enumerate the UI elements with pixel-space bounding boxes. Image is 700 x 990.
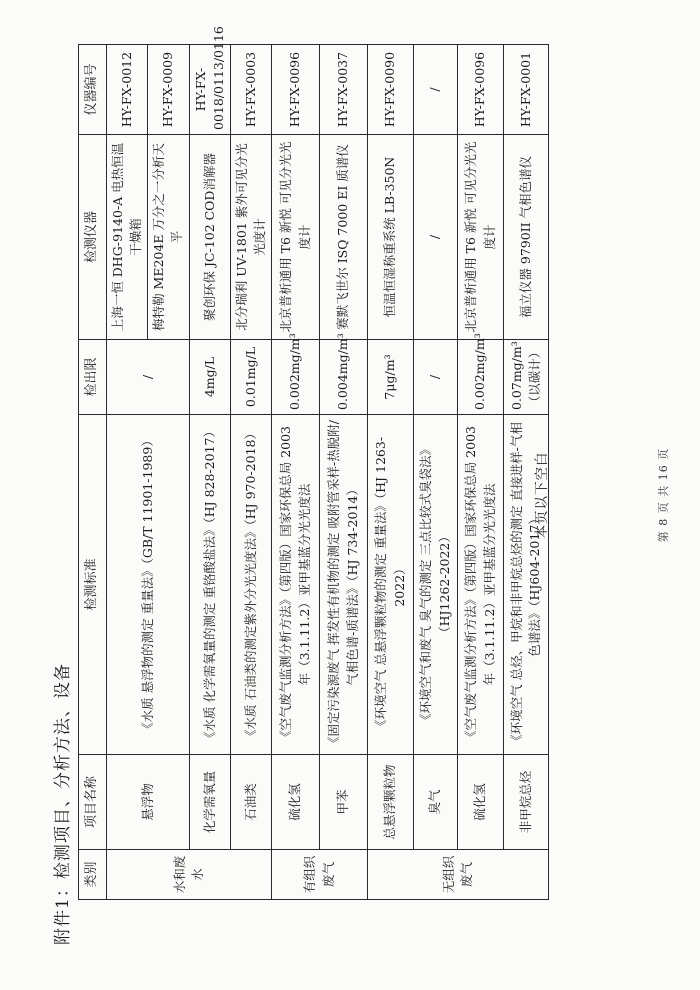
detection-limit: 0.01mg/L	[230, 340, 271, 415]
table-row	[458, 45, 504, 900]
item-name: 总悬浮颗粒物	[368, 755, 414, 850]
instrument-code: HY-FX-0003	[230, 45, 271, 135]
item-name: 石油类	[230, 755, 271, 850]
detection-method-table	[78, 26, 549, 900]
instrument-code: /	[414, 45, 458, 135]
standard-text: 《水质 化学需氧量的测定 重铬酸盐法》（HJ 828-2017）	[189, 415, 230, 755]
instrument-name: 北京普析通用 T6 新悦 可见分光光度计	[458, 135, 504, 340]
detection-limit: /	[107, 340, 190, 415]
table-row	[230, 45, 271, 900]
item-name: 非甲烷总烃	[504, 755, 549, 850]
attachment-caption: 附件1：检测项目、分析方法、设备	[53, 663, 73, 945]
detection-limit: /	[414, 340, 458, 415]
item-name: 硫化氢	[272, 755, 320, 850]
detection-limit: 7μg/m³	[368, 340, 414, 415]
item-name: 甲苯	[320, 755, 368, 850]
header-category: 类别	[79, 850, 107, 900]
instrument-code: HY-FX-0096	[458, 45, 504, 135]
category-organized-gas: 有组织废气	[272, 850, 368, 900]
header-limit: 检出限	[79, 340, 107, 415]
standard-text: 《环境空气 总悬浮颗粒物的测定 重量法》（HJ 1263-2022）	[368, 415, 414, 755]
detection-limit: 0.07mg/m³（以碳计）	[504, 340, 549, 415]
instrument-code: HY-FX-0018/0113/0116	[189, 45, 230, 135]
standard-text: 《环境空气和废气 臭气的测定 三点比较式臭袋法》（HJ1262-2022）	[414, 415, 458, 755]
instrument-name: /	[414, 135, 458, 340]
instrument-name: 恒温恒湿称重系统 LB-350N	[368, 135, 414, 340]
header-instrument: 检测仪器	[79, 135, 107, 340]
standard-text: 《环境空气 总烃、甲烷和非甲烷总烃的测定 直接进样-气相色谱法》（HJ604-2017）	[504, 415, 549, 755]
instrument-name: 聚创环保 JC-102 COD消解器	[189, 135, 230, 340]
table-row	[107, 45, 148, 900]
item-name: 臭气	[414, 755, 458, 850]
blank-page-note: 本页以下空白	[534, 451, 550, 539]
instrument-code: HY-FX-0090	[368, 45, 414, 135]
instrument-name: 赛默飞世尔 ISQ 7000 EI 质谱仪	[320, 135, 368, 340]
instrument-code: HY-FX-0096	[272, 45, 320, 135]
instrument-code: HY-FX-0012	[107, 45, 148, 135]
standard-text: 《水质 石油类的测定紫外分光光度法》（HJ 970-2018）	[230, 415, 271, 755]
detection-limit: 0.002mg/m³	[272, 340, 320, 415]
detection-limit: 0.004mg/m³	[320, 340, 368, 415]
instrument-name: 梅特勒 ME204E 万分之一分析天平	[148, 135, 189, 340]
instrument-code: HY-FX-0037	[320, 45, 368, 135]
standard-text: 《固定污染源废气 挥发性有机物的测定 吸附管采样-热脱附/气相色谱-质谱法》（HJ 734-2014）	[320, 415, 368, 755]
table-row	[272, 45, 320, 900]
standard-text: 《空气废气监测分析方法》（第四版）国家环保总局 2003 年（3.1.11.2）亚甲基蓝分光光度法	[458, 415, 504, 755]
instrument-code: HY-FX-0001	[504, 45, 549, 135]
item-name: 悬浮物	[107, 755, 190, 850]
table-row	[320, 45, 368, 900]
instrument-name: 北京普析通用 T6 新悦 可见分光光度计	[272, 135, 320, 340]
instrument-name: 北分瑞利 UV-1801 紫外可见分光光度计	[230, 135, 271, 340]
instrument-code: HY-FX-0009	[148, 45, 189, 135]
instrument-name: 福立仪器 9790II 气相色谱仪	[504, 135, 549, 340]
item-name: 硫化氢	[458, 755, 504, 850]
standard-text: 《水质 悬浮物的测定 重量法》（GB/T 11901-1989）	[107, 415, 190, 755]
table-row	[189, 45, 230, 900]
header-item: 项目名称	[79, 755, 107, 850]
header-standard: 检测标准	[79, 415, 107, 755]
instrument-name: 上海一恒 DHG-9140-A 电热恒温干燥箱	[107, 135, 148, 340]
table-row	[368, 45, 414, 900]
category-water: 水和废水	[107, 850, 272, 900]
category-unorganized-gas: 无组织废气	[368, 850, 549, 900]
page-number: 第 8 页 共 16 页	[657, 447, 670, 543]
detection-limit: 0.002mg/m³	[458, 340, 504, 415]
table-header-row	[79, 45, 107, 900]
standard-text: 《空气废气监测分析方法》（第四版）国家环保总局 2003 年（3.1.11.2）亚甲基蓝分光光度法	[272, 415, 320, 755]
header-code: 仪器编号	[79, 45, 107, 135]
table-row	[414, 45, 458, 900]
detection-limit: 4mg/L	[189, 340, 230, 415]
item-name: 化学需氧量	[189, 755, 230, 850]
